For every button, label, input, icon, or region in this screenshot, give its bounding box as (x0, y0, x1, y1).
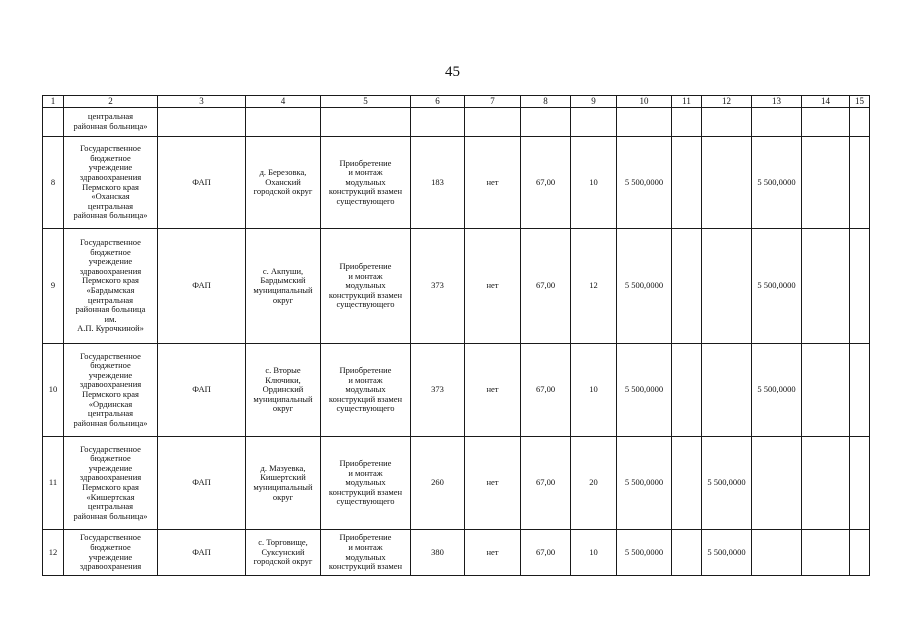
table-row (43, 344, 870, 437)
organization-line: здравоохранения (79, 265, 142, 276)
location-line: д. Березовка, (259, 167, 307, 178)
row-number-cell: 8 (43, 137, 64, 229)
organization-line: «Кишертская (86, 491, 135, 502)
area-value-cell: 67,00 (521, 437, 571, 530)
organization-line: «Оханская (91, 191, 130, 202)
location-cell (246, 530, 321, 576)
work-description-line: конструкций взамен (328, 289, 403, 300)
cost-2022-cell (672, 437, 702, 530)
organization-line: Государственное (80, 143, 141, 154)
column-header: 15 (850, 96, 870, 108)
cost-2023-cell: 5 500,0000 (702, 437, 752, 530)
location-line: округ (272, 294, 294, 305)
row-number-cell: 12 (43, 530, 64, 576)
area-value-cell: 67,00 (521, 530, 571, 576)
cost-2024-cell: 5 500,0000 (752, 344, 802, 437)
organization-line: центральная (87, 294, 134, 305)
organization-line: районная больница (75, 304, 146, 315)
work-description-cell (321, 229, 411, 344)
location-line: муниципальный (253, 393, 313, 404)
location-line: городской округ (253, 556, 313, 567)
location-line: городской округ (253, 186, 313, 197)
organization-line: районная больница» (73, 121, 148, 131)
work-description-line: и монтаж (348, 467, 383, 478)
cost-2026-cell (850, 137, 870, 229)
column-header: 3 (158, 96, 246, 108)
organization-line: учреждение (88, 369, 133, 380)
work-description-line: Приобретение (339, 532, 392, 543)
work-description-line: модульных (345, 551, 386, 562)
total-cost-cell: 5 500,0000 (617, 530, 672, 576)
organization-cell (64, 344, 158, 437)
facility-type-cell: ФАП (158, 137, 246, 229)
organization-line: районная больница» (73, 510, 148, 521)
work-description-line: и монтаж (348, 374, 383, 385)
work-description-line: и монтаж (348, 270, 383, 281)
column-header: 5 (321, 96, 411, 108)
work-description-cell (321, 530, 411, 576)
work-description-line: Приобретение (339, 458, 392, 469)
column-header: 4 (246, 96, 321, 108)
table-cell (672, 108, 702, 137)
cost-2024-cell: 5 500,0000 (752, 229, 802, 344)
work-description-line: Приобретение (339, 157, 392, 168)
organization-line: здравоохранения (79, 171, 142, 182)
work-description-line: существующего (336, 403, 395, 414)
table-row (43, 137, 870, 229)
facility-type-cell: ФАП (158, 437, 246, 530)
organization-line: учреждение (88, 256, 133, 267)
organization-line: «Бардымская (86, 285, 135, 295)
organization-line: центральная (87, 200, 134, 211)
work-description-cell (321, 437, 411, 530)
staff-cell: 10 (571, 344, 617, 437)
total-cost-cell: 5 500,0000 (617, 344, 672, 437)
organization-line: Пермского края (82, 275, 139, 286)
organization-line: Государственное (80, 532, 141, 543)
table-row (43, 437, 870, 530)
cost-2025-cell (802, 137, 850, 229)
organization-line: здравоохранения (79, 561, 142, 572)
organization-line: А.П. Курочкиной» (77, 323, 144, 334)
row-number-cell: 10 (43, 344, 64, 437)
total-cost-cell: 5 500,0000 (617, 437, 672, 530)
organization-line: Государственное (80, 350, 141, 361)
table-row (43, 530, 870, 576)
organization-line: центральная (87, 408, 134, 419)
cost-2025-cell (802, 344, 850, 437)
total-cost-cell: 5 500,0000 (617, 229, 672, 344)
continuation-row (43, 108, 870, 137)
organization-line: учреждение (88, 462, 133, 473)
row-number-cell (43, 108, 64, 137)
work-description-line: конструкций взамен (328, 561, 403, 572)
availability-cell: нет (465, 437, 521, 530)
area-cell: 183 (411, 137, 465, 229)
cost-2024-cell (752, 530, 802, 576)
location-line: с. Вторые (265, 365, 301, 376)
location-line: Ординский (262, 384, 304, 395)
work-description-cell (321, 344, 411, 437)
organization-line: бюджетное (90, 152, 131, 163)
work-description-line: конструкций взамен (328, 186, 403, 197)
organization-line: Пермского края (82, 181, 139, 192)
cost-2025-cell (802, 229, 850, 344)
row-number-cell: 11 (43, 437, 64, 530)
table-cell (702, 108, 752, 137)
location-line: округ (272, 491, 294, 502)
facility-type-cell: ФАП (158, 344, 246, 437)
location-line: Бардымский (260, 275, 306, 286)
location-cell (246, 229, 321, 344)
staff-cell: 10 (571, 137, 617, 229)
availability-cell: нет (465, 137, 521, 229)
column-header: 1 (43, 96, 64, 108)
work-description-line: существующего (336, 299, 395, 310)
organization-cell (64, 229, 158, 344)
organization-line: Государственное (80, 237, 141, 248)
organization-line: центральная (87, 111, 134, 122)
column-header: 2 (64, 96, 158, 108)
location-cell (246, 137, 321, 229)
cost-2022-cell (672, 344, 702, 437)
organization-line: Государственное (80, 443, 141, 454)
column-header: 7 (465, 96, 521, 108)
column-header: 14 (802, 96, 850, 108)
facility-type-cell: ФАП (158, 229, 246, 344)
area-cell: 373 (411, 229, 465, 344)
column-header: 13 (752, 96, 802, 108)
organization-line: Пермского края (82, 482, 139, 492)
cost-2024-cell: 5 500,0000 (752, 137, 802, 229)
table-cell (411, 108, 465, 137)
table-cell (850, 108, 870, 137)
column-header: 6 (411, 96, 465, 108)
location-cell (246, 344, 321, 437)
work-description-line: существующего (336, 496, 395, 507)
work-description-line: Приобретение (339, 261, 392, 272)
row-number-cell: 9 (43, 229, 64, 344)
table-cell (465, 108, 521, 137)
cost-2026-cell (850, 530, 870, 576)
work-description-line: модульных (345, 384, 386, 395)
organization-cell (64, 108, 158, 137)
availability-cell: нет (465, 229, 521, 344)
table-row (43, 229, 870, 344)
location-line: муниципальный (253, 482, 313, 492)
organization-cell (64, 437, 158, 530)
organization-line: Пермского края (82, 389, 139, 399)
work-description-line: существующего (336, 195, 395, 206)
organization-line: районная больница» (73, 210, 148, 221)
work-description-line: модульных (345, 176, 386, 187)
organization-line: центральная (87, 501, 134, 512)
location-line: Кишертский (260, 472, 306, 483)
organization-line: учреждение (88, 162, 133, 173)
cost-2023-cell (702, 229, 752, 344)
facilities-table (42, 95, 870, 576)
location-line: округ (272, 403, 294, 414)
cost-2022-cell (672, 229, 702, 344)
staff-cell: 10 (571, 530, 617, 576)
column-number-row (43, 96, 870, 108)
staff-cell: 12 (571, 229, 617, 344)
table-cell (617, 108, 672, 137)
page-number: 45 (445, 64, 460, 80)
location-line: Оханский (265, 176, 301, 187)
area-value-cell: 67,00 (521, 229, 571, 344)
organization-line: бюджетное (90, 360, 131, 371)
organization-line: районная больница» (73, 417, 148, 428)
column-header: 8 (521, 96, 571, 108)
cost-2026-cell (850, 344, 870, 437)
table-cell (571, 108, 617, 137)
organization-line: бюджетное (90, 453, 131, 464)
facility-type-cell: ФАП (158, 530, 246, 576)
table-cell (521, 108, 571, 137)
availability-cell: нет (465, 530, 521, 576)
organization-line: здравоохранения (79, 379, 142, 390)
cost-2022-cell (672, 137, 702, 229)
work-description-line: модульных (345, 280, 386, 291)
area-cell: 260 (411, 437, 465, 530)
location-line: Суксунский (261, 546, 305, 557)
work-description-cell (321, 137, 411, 229)
total-cost-cell: 5 500,0000 (617, 137, 672, 229)
cost-2026-cell (850, 229, 870, 344)
cost-2023-cell (702, 137, 752, 229)
location-line: с. Торговище, (258, 537, 308, 548)
organization-cell (64, 137, 158, 229)
cost-2025-cell (802, 437, 850, 530)
staff-cell: 20 (571, 437, 617, 530)
location-line: д. Мазуевка, (260, 462, 306, 473)
location-cell (246, 437, 321, 530)
area-value-cell: 67,00 (521, 344, 571, 437)
table-cell (246, 108, 321, 137)
table-cell (158, 108, 246, 137)
cost-2025-cell (802, 530, 850, 576)
column-header: 9 (571, 96, 617, 108)
column-header: 11 (672, 96, 702, 108)
cost-2023-cell: 5 500,0000 (702, 530, 752, 576)
area-cell: 380 (411, 530, 465, 576)
cost-2022-cell (672, 530, 702, 576)
organization-cell (64, 530, 158, 576)
location-line: с. Акпуши, (262, 265, 304, 276)
work-description-line: конструкций взамен (328, 486, 403, 497)
cost-2023-cell (702, 344, 752, 437)
organization-line: «Ординская (88, 398, 133, 409)
area-value-cell: 67,00 (521, 137, 571, 229)
table-cell (321, 108, 411, 137)
organization-line: бюджетное (90, 541, 131, 552)
cost-2024-cell (752, 437, 802, 530)
area-cell: 373 (411, 344, 465, 437)
organization-line: им. (104, 313, 117, 324)
location-line: Ключики, (265, 374, 301, 385)
work-description-line: конструкций взамен (328, 393, 403, 404)
organization-line: здравоохранения (79, 472, 142, 483)
organization-line: бюджетное (90, 246, 131, 257)
availability-cell: нет (465, 344, 521, 437)
location-line: муниципальный (253, 285, 313, 295)
organization-line: учреждение (88, 551, 133, 562)
work-description-line: модульных (345, 477, 386, 488)
column-header: 10 (617, 96, 672, 108)
column-header: 12 (702, 96, 752, 108)
work-description-line: и монтаж (348, 167, 383, 178)
table-cell (752, 108, 802, 137)
work-description-line: Приобретение (339, 365, 392, 376)
table-cell (802, 108, 850, 137)
cost-2026-cell (850, 437, 870, 530)
work-description-line: и монтаж (348, 541, 383, 552)
